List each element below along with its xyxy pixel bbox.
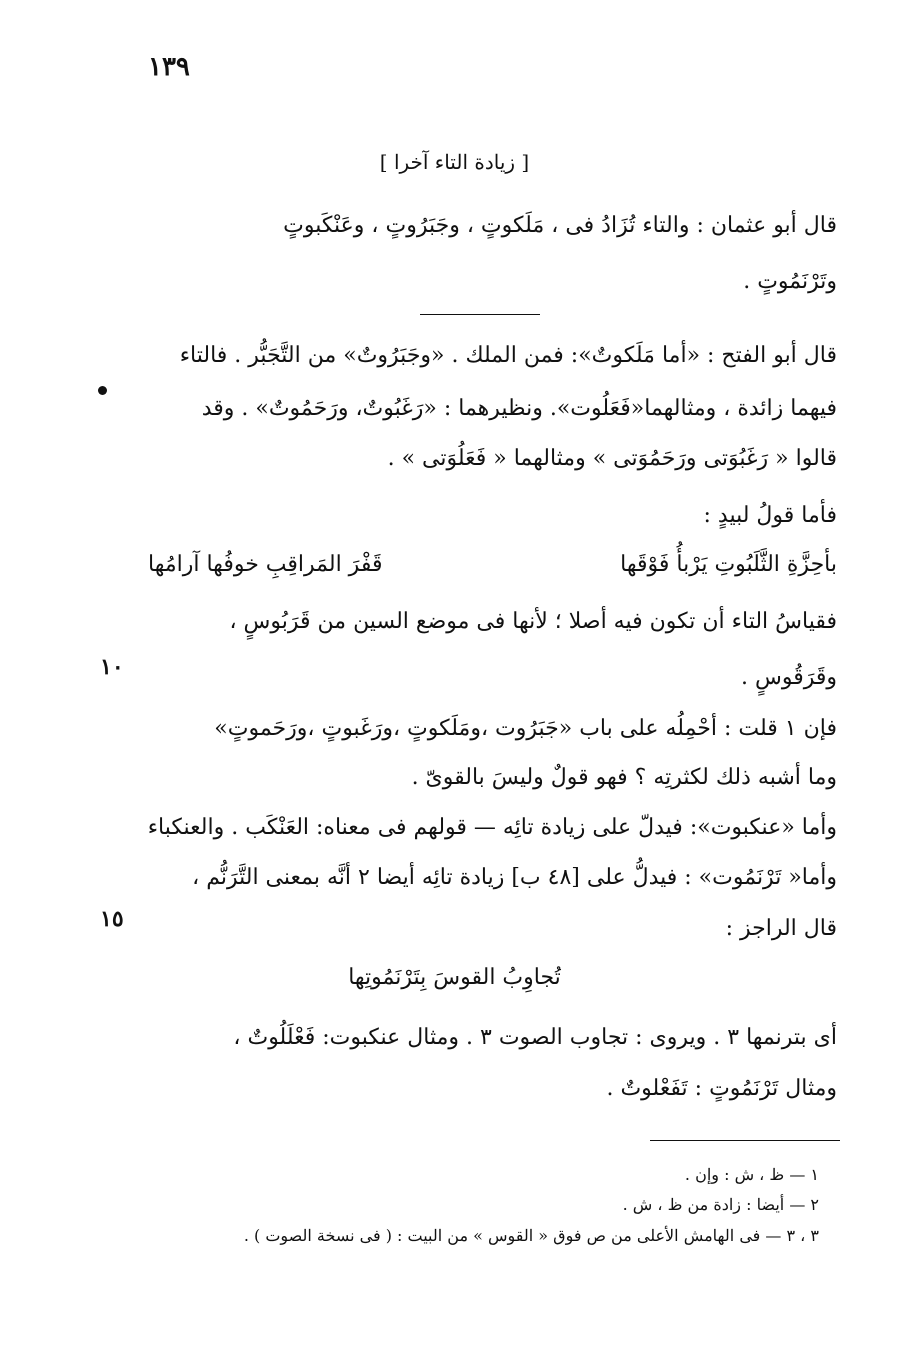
text-line: فإن ١ قلت : أحْمِلُه على باب «جَبَرُوت ،ومَلَكوتٍ ،ورَغَبوتٍ ،ورَحَموتٍ» <box>214 716 837 741</box>
text-line: وأما« تَرْنَمُوت» : فيدلُّ على [٤٨ ب] زيادة تائِه أيضا ٢ أنَّه بمعنى التَّرَنُّم ، <box>192 865 837 890</box>
separator-rule <box>420 314 540 315</box>
text-line: ومثال تَرْنَمُوتٍ : تَفَعْلوتٌ . <box>606 1076 837 1101</box>
footnote: ١ — ظ ، ش : وإن . <box>684 1165 819 1184</box>
text-line: وما أشبه ذلك لكثرتِه ؟ فهو قولٌ وليسَ بالقوىّ . <box>411 765 837 790</box>
footnote: ٣ ، ٣ — فى الهامش الأعلى من ص فوق « القوس » من البيت : ( فى نسخة الصوت ) . <box>243 1226 819 1245</box>
footnote: ٢ — أيضا : زادة من ظ ، ش . <box>622 1195 819 1214</box>
text-line: وأما «عنكبوت»: فيدلّ على زيادة تائِه — قولهم فى معناه: العَنْكَب . والعنكباء <box>147 815 837 840</box>
text-line: فأما قولُ لبيدٍ : <box>703 503 837 528</box>
text-line: أى بترنمها ٣ . ويروى : تجاوب الصوت ٣ . ومثال عنكبوت: فَعْلَلُوتٌ ، <box>233 1025 837 1050</box>
text-line: قال الراجز : <box>725 916 837 941</box>
verse-hemistich-left: قَفْرَ المَراقِبِ خوفُها آرامُها <box>148 552 383 577</box>
page-number: ١٣٩ <box>148 52 190 82</box>
text-line: قال أبو عثمان : والتاء تُزَادُ فى ، مَلَكوتٍ ، وجَبَرُوتٍ ، وعَنْكَبوتٍ <box>283 213 837 238</box>
text-line: وتَرْنَمُوتٍ . <box>743 269 837 294</box>
verse-line: تُجاوِبُ القوسَ بِتَرْنَمُوتِها <box>348 965 561 990</box>
text-line: فيهما زائدة ، ومثالهما«فَعَلُوت». ونظيرهما : «رَغَبُوتٌ، ورَحَمُوتٌ» . وقد <box>201 396 837 421</box>
section-heading: [ زيادة التاء آخرا ] <box>379 150 530 174</box>
line-number: ١٠ <box>100 654 124 680</box>
text-line: فقياسُ التاء أن تكون فيه أصلا ؛ لأنها فى موضع السين من قَرَبُوسٍ ، <box>229 609 837 634</box>
text-line: قالوا « رَغَبُوَتى ورَحَمُوَتى » ومثالهما « فَعَلُوَتى » . <box>387 446 837 471</box>
text-line: وقَرَقُوسٍ . <box>740 665 837 690</box>
line-marker-bullet <box>98 386 107 395</box>
line-number: ١٥ <box>100 906 124 932</box>
footnote-rule <box>650 1140 840 1141</box>
verse-hemistich-right: بأحِزَّةِ الثَّلَبُوتِ يَرْبأُ فَوْقَها <box>620 552 837 577</box>
text-line: قال أبو الفتح : «أما مَلَكوتٌ»: فمن الملك . «وجَبَرُوتٌ» من التَّجَبُّر . فالتاء <box>179 343 837 368</box>
